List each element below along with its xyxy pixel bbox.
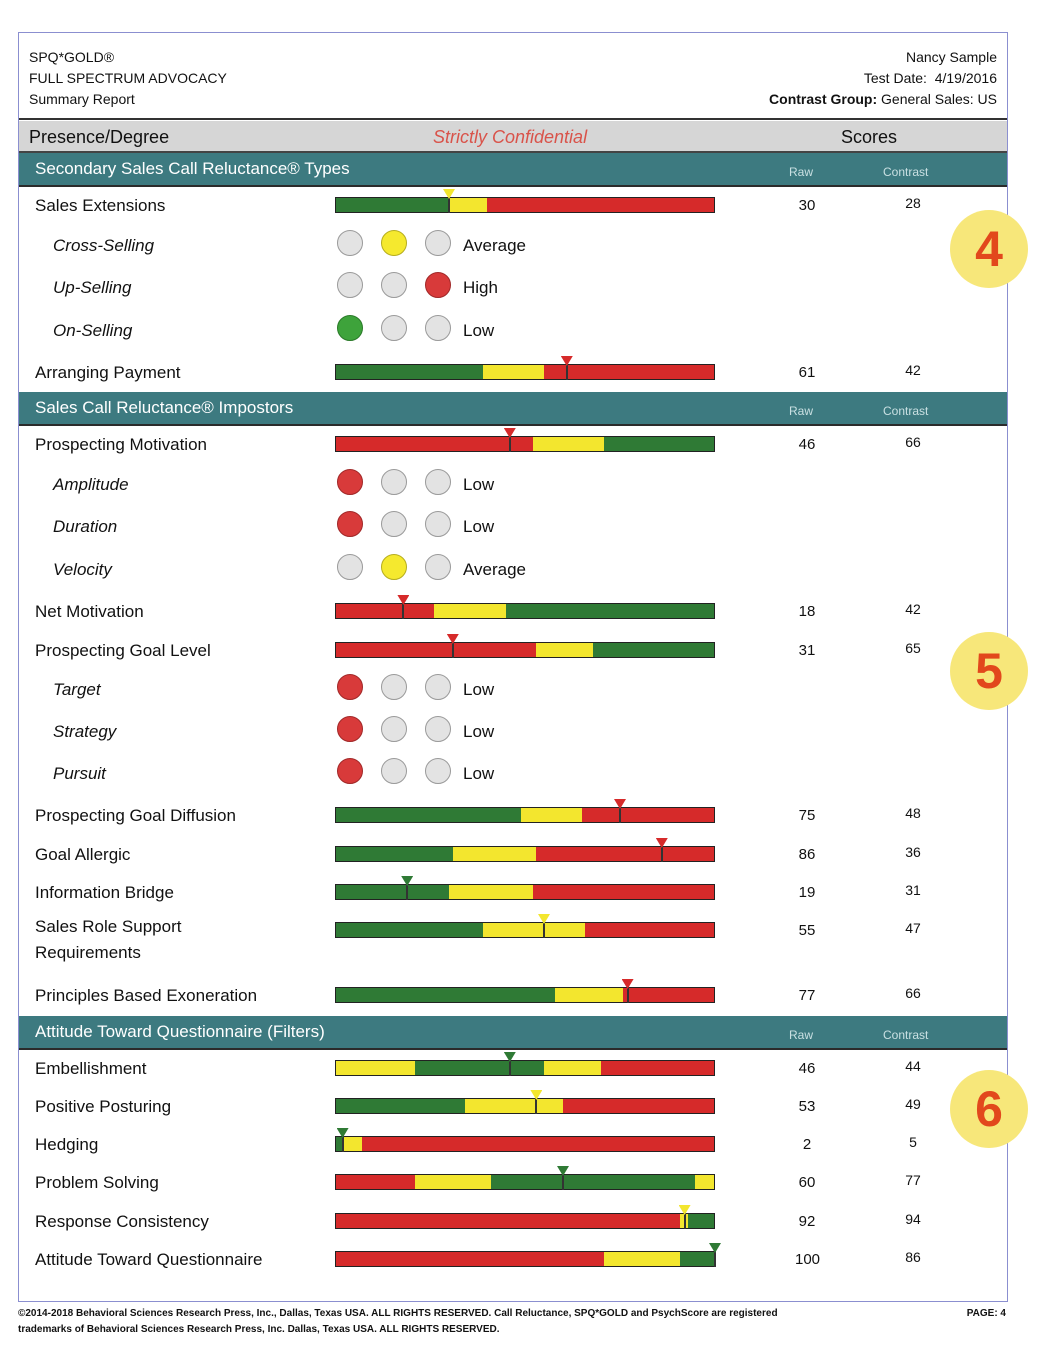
score-scale-bar <box>335 846 715 862</box>
copyright-line-1: ©2014-2018 Behavioral Sciences Research Press, Inc., Dallas, Texas USA. ALL RIGHTS RESERVED. Call Reluctance, SPQ*GOLD and PsychScore are registered <box>18 1308 778 1319</box>
scale-row <box>19 797 1007 833</box>
scale-label: Attitude Toward Questionnaire <box>35 1250 263 1269</box>
green-zone-segment <box>491 1175 695 1189</box>
red-zone-segment <box>533 885 714 899</box>
green-zone-segment <box>604 437 714 451</box>
scale-label: Goal Allergic <box>35 845 131 864</box>
level-dot-active <box>337 758 363 784</box>
section-header <box>19 153 1007 187</box>
contrast-score: 44 <box>905 1058 921 1074</box>
yellow-zone-segment <box>695 1175 714 1189</box>
section-title: Sales Call Reluctance® Impostors <box>35 398 294 417</box>
test-date-line <box>769 68 997 89</box>
facet-row <box>19 671 1007 707</box>
level-dot-active <box>425 272 451 298</box>
facet-row <box>19 466 1007 502</box>
candidate-name: Nancy Sample <box>905 49 997 65</box>
facet-label: Strategy <box>53 722 117 741</box>
scale-label: Sales Role Support Requirements <box>35 917 182 962</box>
red-zone-segment <box>563 1099 714 1113</box>
contrast-score: 42 <box>905 362 921 378</box>
scale-row <box>19 1203 1007 1239</box>
yellow-zone-segment <box>555 988 623 1002</box>
contrast-column-label: Contrast <box>883 165 929 179</box>
red-zone-segment <box>544 365 714 379</box>
test-date-value: 4/19/2016 <box>934 70 997 86</box>
score-scale-bar <box>335 922 715 938</box>
facet-label: Pursuit <box>53 764 106 783</box>
green-zone-segment <box>336 847 453 861</box>
scale-row <box>19 874 1007 910</box>
facet-label: Amplitude <box>53 475 129 494</box>
green-zone-segment <box>336 808 521 822</box>
scores-heading: Scores <box>841 127 898 147</box>
green-zone-segment <box>336 1099 465 1113</box>
scale-row <box>19 1164 1007 1200</box>
level-dot-inactive <box>337 230 363 256</box>
score-scale-bar <box>335 436 715 452</box>
level-text: Low <box>463 321 495 340</box>
contrast-score: 49 <box>905 1096 921 1112</box>
raw-score: 19 <box>798 884 816 901</box>
red-zone-segment <box>623 988 714 1002</box>
raw-score: 55 <box>798 922 816 939</box>
contrast-group-value: General Sales: US <box>881 91 997 107</box>
score-scale-bar <box>335 197 715 213</box>
contrast-score: 42 <box>905 601 921 617</box>
level-dot-inactive <box>381 674 407 700</box>
copyright-line-2: trademarks of Behavioral Sciences Research Press, Inc. Dallas, Texas USA. ALL RIGHTS RESERVED. <box>18 1324 500 1335</box>
raw-column-label: Raw <box>789 404 814 418</box>
facet-label: On-Selling <box>53 321 133 340</box>
raw-score: 2 <box>802 1136 812 1153</box>
score-scale-bar <box>335 364 715 380</box>
scale-row <box>19 632 1007 668</box>
raw-score: 31 <box>798 642 816 659</box>
contrast-score: 48 <box>905 805 921 821</box>
scale-label: Positive Posturing <box>35 1097 172 1116</box>
scale-label: Hedging <box>35 1135 99 1154</box>
level-dot-inactive <box>381 469 407 495</box>
level-indicator <box>333 315 463 345</box>
green-zone-segment <box>336 198 449 212</box>
scale-label: Information Bridge <box>35 883 174 902</box>
scale-label: Response Consistency <box>35 1212 209 1231</box>
level-dot-inactive <box>425 469 451 495</box>
score-scale-bar <box>335 1174 715 1190</box>
level-text: Low <box>463 517 495 536</box>
confidential-notice: Strictly Confidential <box>433 127 588 147</box>
facet-row <box>19 312 1007 348</box>
raw-score: 100 <box>795 1251 821 1268</box>
yellow-zone-segment <box>434 604 506 618</box>
product-name: SPQ*GOLD® <box>29 49 115 65</box>
score-scale-bar <box>335 1251 715 1267</box>
level-text: Average <box>463 236 527 255</box>
scale-row <box>19 1050 1007 1086</box>
raw-score: 92 <box>798 1213 816 1230</box>
yellow-zone-segment <box>344 1137 363 1151</box>
contrast-score: 86 <box>905 1249 921 1265</box>
red-zone-segment <box>336 1175 415 1189</box>
level-dot-active <box>337 469 363 495</box>
level-dot-inactive <box>381 272 407 298</box>
facet-row <box>19 508 1007 544</box>
section-title: Attitude Toward Questionnaire (Filters) <box>35 1022 325 1041</box>
level-dot-inactive <box>425 315 451 341</box>
scale-row <box>19 912 1007 962</box>
scale-row <box>19 1088 1007 1124</box>
red-zone-segment <box>336 604 434 618</box>
level-indicator <box>333 674 463 704</box>
yellow-zone-segment <box>483 923 585 937</box>
yellow-zone-segment <box>544 1061 601 1075</box>
scale-label: Principles Based Exoneration <box>35 986 258 1005</box>
scale-row <box>19 593 1007 629</box>
yellow-zone-segment <box>415 1175 491 1189</box>
raw-score: 60 <box>798 1174 816 1191</box>
level-dot-active <box>337 511 363 537</box>
scale-row <box>19 426 1007 462</box>
level-text: Low <box>463 475 495 494</box>
scale-row <box>19 1126 1007 1162</box>
scale-row <box>19 977 1007 1013</box>
contrast-score: 94 <box>905 1211 921 1227</box>
score-scale-bar <box>335 1060 715 1076</box>
score-scale-bar <box>335 807 715 823</box>
green-zone-segment <box>336 885 449 899</box>
yellow-zone-segment <box>533 437 605 451</box>
facet-row <box>19 227 1007 263</box>
level-dot-inactive <box>381 511 407 537</box>
raw-column-label: Raw <box>789 165 814 179</box>
scale-row <box>19 1241 1007 1277</box>
raw-score: 77 <box>798 987 816 1004</box>
contrast-group-line <box>769 89 997 110</box>
red-zone-segment <box>487 198 714 212</box>
yellow-zone-segment <box>483 365 543 379</box>
scale-label: Sales Extensions <box>35 196 166 215</box>
red-zone-segment <box>336 437 533 451</box>
scale-label: Embellishment <box>35 1059 147 1078</box>
red-zone-segment <box>601 1061 714 1075</box>
red-zone-segment <box>336 1252 604 1266</box>
level-indicator <box>333 272 463 302</box>
facet-label: Duration <box>53 517 118 536</box>
product-subtitle: FULL SPECTRUM ADVOCACY <box>29 70 227 86</box>
level-indicator <box>333 554 463 584</box>
footer <box>18 1306 1008 1338</box>
level-text: Low <box>463 764 495 783</box>
yellow-zone-segment <box>465 1099 563 1113</box>
level-dot-active <box>381 554 407 580</box>
section-number-badge: 6 <box>950 1070 1028 1148</box>
yellow-zone-segment <box>536 643 593 657</box>
green-zone-segment <box>593 643 714 657</box>
level-dot-inactive <box>337 272 363 298</box>
section-number-badge: 5 <box>950 632 1028 710</box>
facet-label: Up-Selling <box>53 278 132 297</box>
yellow-zone-segment <box>453 847 536 861</box>
level-dot-inactive <box>425 674 451 700</box>
red-zone-segment <box>336 1214 680 1228</box>
scale-label: Problem Solving <box>35 1173 159 1192</box>
raw-score: 30 <box>798 197 816 214</box>
raw-column-label: Raw <box>789 1028 814 1042</box>
score-scale-bar <box>335 987 715 1003</box>
level-dot-inactive <box>425 758 451 784</box>
contrast-score: 5 <box>909 1134 917 1150</box>
raw-score: 46 <box>798 1060 816 1077</box>
red-zone-segment <box>582 808 714 822</box>
scale-label: Prospecting Goal Level <box>35 641 211 660</box>
green-zone-segment <box>336 923 483 937</box>
level-dot-inactive <box>337 554 363 580</box>
raw-score: 18 <box>798 603 816 620</box>
section-title: Secondary Sales Call Reluctance® Types <box>35 159 350 178</box>
report-title-block <box>29 47 227 110</box>
level-dot-active <box>381 230 407 256</box>
column-header-bar <box>19 121 1007 153</box>
level-dot-active <box>337 674 363 700</box>
level-indicator <box>333 716 463 746</box>
red-zone-segment <box>585 923 714 937</box>
contrast-score: 77 <box>905 1172 921 1188</box>
contrast-score: 66 <box>905 985 921 1001</box>
level-dot-inactive <box>381 315 407 341</box>
scale-label: Prospecting Motivation <box>35 435 207 454</box>
level-indicator <box>333 469 463 499</box>
facet-row <box>19 755 1007 791</box>
level-indicator <box>333 230 463 260</box>
scale-row <box>19 354 1007 390</box>
contrast-score: 47 <box>905 920 921 936</box>
yellow-zone-segment <box>449 198 487 212</box>
section-header <box>19 392 1007 426</box>
facet-row <box>19 269 1007 305</box>
contrast-score: 66 <box>905 434 921 450</box>
green-zone-segment <box>688 1214 714 1228</box>
level-dot-inactive <box>381 716 407 742</box>
contrast-score: 31 <box>905 882 921 898</box>
facet-label: Cross-Selling <box>53 236 155 255</box>
level-text: High <box>463 278 498 297</box>
yellow-zone-segment <box>449 885 532 899</box>
contrast-column-label: Contrast <box>883 1028 929 1042</box>
contrast-score: 36 <box>905 844 921 860</box>
scale-label: Prospecting Goal Diffusion <box>35 806 236 825</box>
candidate-info <box>769 47 997 110</box>
scale-row <box>19 836 1007 872</box>
level-indicator <box>333 511 463 541</box>
level-dot-inactive <box>425 716 451 742</box>
red-zone-segment <box>362 1137 714 1151</box>
section-number-badge: 4 <box>950 210 1028 288</box>
scale-label: Net Motivation <box>35 602 144 621</box>
level-dot-inactive <box>425 554 451 580</box>
score-scale-bar <box>335 1213 715 1229</box>
score-scale-bar <box>335 642 715 658</box>
green-zone-segment <box>680 1252 714 1266</box>
score-scale-bar <box>335 603 715 619</box>
raw-score: 61 <box>798 364 816 381</box>
page-number: PAGE: 4 <box>966 1308 1006 1319</box>
raw-score: 46 <box>798 436 816 453</box>
facet-row <box>19 713 1007 749</box>
level-dot-inactive <box>425 230 451 256</box>
level-text: Low <box>463 722 495 741</box>
scale-row <box>19 187 1007 223</box>
report-page <box>18 32 1008 1302</box>
contrast-column-label: Contrast <box>883 404 929 418</box>
facet-label: Velocity <box>53 560 112 579</box>
yellow-zone-segment <box>336 1061 415 1075</box>
level-text: Low <box>463 680 495 699</box>
contrast-group-label: Contrast Group: <box>769 91 878 107</box>
scale-label: Arranging Payment <box>35 363 181 382</box>
score-scale-bar <box>335 884 715 900</box>
level-dot-inactive <box>425 511 451 537</box>
contrast-score: 65 <box>905 640 921 656</box>
test-date-label: Test Date: <box>863 70 927 86</box>
red-zone-segment <box>536 847 714 861</box>
section-header <box>19 1016 1007 1050</box>
raw-score: 86 <box>798 846 816 863</box>
level-text: Average <box>463 560 527 579</box>
header-divider <box>19 118 1007 120</box>
level-dot-inactive <box>381 758 407 784</box>
yellow-zone-segment <box>604 1252 680 1266</box>
green-zone-segment <box>336 988 555 1002</box>
level-dot-active <box>337 716 363 742</box>
contrast-score: 28 <box>905 195 921 211</box>
raw-score: 53 <box>798 1098 816 1115</box>
red-zone-segment <box>336 643 536 657</box>
facet-row <box>19 551 1007 587</box>
score-scale-bar <box>335 1098 715 1114</box>
green-zone-segment <box>506 604 714 618</box>
report-type: Summary Report <box>29 91 135 107</box>
score-scale-bar <box>335 1136 715 1152</box>
level-indicator <box>333 758 463 788</box>
raw-score: 75 <box>798 807 816 824</box>
level-dot-active <box>337 315 363 341</box>
presence-degree-heading: Presence/Degree <box>29 127 170 147</box>
green-zone-segment <box>415 1061 544 1075</box>
green-zone-segment <box>336 365 483 379</box>
facet-label: Target <box>53 680 101 699</box>
yellow-zone-segment <box>521 808 581 822</box>
